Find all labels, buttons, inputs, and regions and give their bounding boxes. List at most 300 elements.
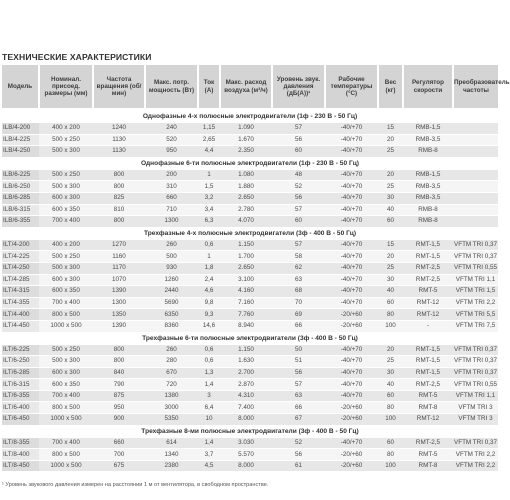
cell-power: 2380 (145, 460, 198, 472)
cell-frequency-converter (453, 134, 498, 146)
cell-speed-controller: RMB-3,5 (403, 181, 453, 193)
cell-airflow: 1.150 (220, 239, 272, 251)
section-heading-row (2, 110, 498, 123)
cell-size: 800 x 500 (39, 402, 93, 414)
cell-noise: 70 (272, 297, 325, 309)
cell-weight: 40 (378, 379, 403, 391)
cell-weight: 100 (378, 460, 403, 472)
cell-airflow: 8.000 (220, 460, 272, 472)
cell-frequency-converter: VFTM TRI 1,5 (453, 286, 498, 298)
cell-power: 240 (145, 123, 198, 135)
cell-speed: 1350 (93, 309, 145, 321)
cell-noise: 56 (272, 134, 325, 146)
cell-noise: 63 (272, 390, 325, 402)
cell-speed: 840 (93, 367, 145, 379)
table-row (2, 402, 498, 414)
col-current: Ток (А) (198, 65, 220, 110)
col-speed-controller: Регулятор скорости (403, 65, 453, 110)
cell-weight: 40 (378, 204, 403, 216)
table-row (2, 414, 498, 426)
cell-temperature: -20/+60 (325, 414, 378, 426)
cell-weight: 100 (378, 414, 403, 426)
cell-speed: 1070 (93, 274, 145, 286)
cell-airflow: 7.760 (220, 309, 272, 321)
cell-current: 1,3 (198, 367, 220, 379)
cell-airflow: 1.700 (220, 251, 272, 263)
cell-speed: 1270 (93, 239, 145, 251)
table-row (2, 204, 498, 216)
cell-airflow: 8.000 (220, 414, 272, 426)
table-row (2, 123, 498, 135)
cell-noise: 51 (272, 356, 325, 368)
cell-model: ILT/4-400 (2, 309, 39, 321)
cell-size: 800 x 500 (39, 449, 93, 461)
table-row (2, 309, 498, 321)
col-temperature: Рабочие температуры (°С) (325, 65, 378, 110)
cell-size: 600 x 300 (39, 192, 93, 204)
cell-noise: 67 (272, 414, 325, 426)
cell-noise: 66 (272, 402, 325, 414)
table-body (2, 110, 498, 472)
cell-model: ILT/6-400 (2, 402, 39, 414)
cell-speed: 875 (93, 390, 145, 402)
cell-airflow: 5.570 (220, 449, 272, 461)
cell-frequency-converter: VFTM TRI 0,55 (453, 262, 498, 274)
cell-frequency-converter: VFTM TRI 0,55 (453, 379, 498, 391)
cell-noise: 69 (272, 309, 325, 321)
cell-airflow: 1.630 (220, 356, 272, 368)
cell-speed: 800 (93, 344, 145, 356)
table-row (2, 251, 498, 263)
cell-frequency-converter: VFTM TRI 5,5 (453, 309, 498, 321)
cell-power: 720 (145, 379, 198, 391)
table-row (2, 344, 498, 356)
cell-weight: 60 (378, 437, 403, 449)
col-speed: Частота вращения (об/мин) (93, 65, 145, 110)
table-header (2, 65, 510, 110)
cell-speed: 1130 (93, 146, 145, 158)
table-row (2, 262, 498, 274)
cell-airflow: 1.090 (220, 123, 272, 135)
cell-speed-controller: RMT-2,5 (403, 379, 453, 391)
cell-speed: 1160 (93, 251, 145, 263)
cell-weight: 40 (378, 286, 403, 298)
cell-current: 1 (198, 251, 220, 263)
cell-model: ILT/4-450 (2, 320, 39, 332)
section-heading-row (2, 425, 498, 437)
cell-model: ILB/6-285 (2, 192, 39, 204)
cell-speed-controller: RMT-1,5 (403, 356, 453, 368)
cell-power: 280 (145, 356, 198, 368)
cell-current: 4,6 (198, 286, 220, 298)
cell-speed: 950 (93, 402, 145, 414)
section-heading: Трехфазные 4-х полюсные электродвигатели (3ф - 400 В - 50 Гц) (2, 227, 498, 239)
cell-frequency-converter (453, 181, 498, 193)
cell-model: ILB/4-225 (2, 134, 39, 146)
col-power: Макс. потр. мощность (Вт) (145, 65, 198, 110)
cell-weight: 80 (378, 402, 403, 414)
table-row (2, 169, 498, 181)
cell-noise: 48 (272, 169, 325, 181)
cell-power: 930 (145, 262, 198, 274)
cell-speed-controller: RMB-8 (403, 216, 453, 228)
table-row (2, 181, 498, 193)
cell-noise: 60 (272, 216, 325, 228)
cell-speed: 1170 (93, 262, 145, 274)
cell-size: 500 x 250 (39, 251, 93, 263)
cell-speed: 800 (93, 169, 145, 181)
cell-noise: 57 (272, 379, 325, 391)
table-row (2, 216, 498, 228)
cell-weight: 25 (378, 146, 403, 158)
cell-noise: 60 (272, 146, 325, 158)
cell-noise: 68 (272, 286, 325, 298)
cell-current: 9,8 (198, 297, 220, 309)
cell-speed-controller: RMT-2,5 (403, 437, 453, 449)
cell-speed: 825 (93, 192, 145, 204)
cell-model: ILT/6-285 (2, 367, 39, 379)
cell-temperature: -40/+70 (325, 204, 378, 216)
cell-power: 614 (145, 437, 198, 449)
table-row (2, 437, 498, 449)
cell-airflow: 1.080 (220, 169, 272, 181)
cell-speed-controller: RMT-12 (403, 414, 453, 426)
table-row (2, 390, 498, 402)
cell-model: ILT/4-355 (2, 297, 39, 309)
cell-temperature: -40/+70 (325, 134, 378, 146)
cell-frequency-converter (453, 146, 498, 158)
cell-temperature: -40/+70 (325, 123, 378, 135)
cell-frequency-converter: VFTM TRI 0,37 (453, 437, 498, 449)
cell-current: 6,4 (198, 402, 220, 414)
cell-current: 14,6 (198, 320, 220, 332)
cell-speed-controller: RMB-3,5 (403, 192, 453, 204)
col-airflow: Макс. расход воздуха (м³/ч) (220, 65, 272, 110)
cell-noise: 56 (272, 449, 325, 461)
cell-frequency-converter: VFTM TRI 2,2 (453, 460, 498, 472)
cell-size: 1000 x 500 (39, 320, 93, 332)
cell-frequency-converter: VFTM TRI 7,5 (453, 320, 498, 332)
cell-speed-controller: RMB-8 (403, 204, 453, 216)
cell-size: 600 x 350 (39, 286, 93, 298)
cell-speed-controller: RMT-5 (403, 286, 453, 298)
cell-model: ILT/8-450 (2, 460, 39, 472)
cell-airflow: 3.030 (220, 437, 272, 449)
cell-model: ILT/8-355 (2, 437, 39, 449)
table-row (2, 379, 498, 391)
cell-weight: 20 (378, 251, 403, 263)
cell-model: ILT/4-250 (2, 262, 39, 274)
cell-power: 1260 (145, 274, 198, 286)
cell-current: 10 (198, 414, 220, 426)
cell-power: 260 (145, 239, 198, 251)
cell-temperature: -20/+60 (325, 449, 378, 461)
cell-speed-controller: RMT-1,5 (403, 239, 453, 251)
cell-power: 200 (145, 169, 198, 181)
cell-speed-controller: RMT-1,5 (403, 251, 453, 263)
cell-speed-controller: RMT-2,5 (403, 274, 453, 286)
cell-model: ILB/4-250 (2, 146, 39, 158)
cell-airflow: 4.310 (220, 390, 272, 402)
cell-size: 700 x 400 (39, 437, 93, 449)
cell-power: 5350 (145, 414, 198, 426)
cell-temperature: -40/+70 (325, 216, 378, 228)
cell-model: ILT/6-315 (2, 379, 39, 391)
section-heading: Однофазные 6-ти полюсные электродвигатели (1ф - 230 В - 50 Гц) (2, 157, 498, 169)
cell-current: 0,6 (198, 344, 220, 356)
cell-size: 700 x 400 (39, 216, 93, 228)
section-heading-row (2, 332, 498, 344)
cell-speed: 675 (93, 460, 145, 472)
cell-size: 600 x 350 (39, 204, 93, 216)
cell-temperature: -40/+70 (325, 356, 378, 368)
cell-size: 500 x 250 (39, 169, 93, 181)
cell-airflow: 7.160 (220, 297, 272, 309)
cell-size: 500 x 250 (39, 134, 93, 146)
cell-weight: 60 (378, 297, 403, 309)
table-row (2, 192, 498, 204)
cell-temperature: -20/+60 (325, 309, 378, 321)
cell-frequency-converter (453, 204, 498, 216)
cell-model: ILT/6-355 (2, 390, 39, 402)
cell-model: ILB/6-225 (2, 169, 39, 181)
cell-model: ILT/4-200 (2, 239, 39, 251)
cell-current: 1,8 (198, 262, 220, 274)
cell-noise: 62 (272, 262, 325, 274)
table-row (2, 274, 498, 286)
cell-airflow: 2.870 (220, 379, 272, 391)
cell-speed-controller: - (403, 320, 453, 332)
cell-model: ILT/4-225 (2, 251, 39, 263)
cell-power: 520 (145, 134, 198, 146)
cell-size: 500 x 300 (39, 146, 93, 158)
cell-noise: 57 (272, 123, 325, 135)
cell-power: 8360 (145, 320, 198, 332)
cell-model: ILT/8-400 (2, 449, 39, 461)
cell-temperature: -20/+60 (325, 320, 378, 332)
cell-airflow: 7.400 (220, 402, 272, 414)
cell-frequency-converter (453, 192, 498, 204)
cell-size: 500 x 300 (39, 262, 93, 274)
cell-current: 4,5 (198, 460, 220, 472)
cell-speed: 800 (93, 181, 145, 193)
cell-model: ILB/6-250 (2, 181, 39, 193)
cell-noise: 57 (272, 204, 325, 216)
cell-airflow: 1.150 (220, 344, 272, 356)
page-title: ТЕХНИЧЕСКИЕ ХАРАКТЕРИСТИКИ (2, 52, 152, 62)
table-row (2, 356, 498, 368)
cell-speed-controller: RMB-8 (403, 146, 453, 158)
specs-table (2, 65, 510, 472)
cell-size: 600 x 300 (39, 367, 93, 379)
cell-weight: 25 (378, 181, 403, 193)
cell-power: 6350 (145, 309, 198, 321)
cell-size: 600 x 300 (39, 274, 93, 286)
cell-current: 1,15 (198, 123, 220, 135)
col-frequency-converter: Преобразователь частоты (453, 65, 498, 110)
cell-speed-controller: RMT-1,5 (403, 344, 453, 356)
cell-noise: 52 (272, 437, 325, 449)
cell-size: 500 x 300 (39, 356, 93, 368)
cell-airflow: 4.160 (220, 286, 272, 298)
cell-speed: 810 (93, 204, 145, 216)
cell-power: 260 (145, 344, 198, 356)
cell-airflow: 1.880 (220, 181, 272, 193)
cell-power: 710 (145, 204, 198, 216)
cell-model: ILB/4-200 (2, 123, 39, 135)
cell-size: 700 x 400 (39, 297, 93, 309)
cell-model: ILT/6-225 (2, 344, 39, 356)
cell-temperature: -40/+70 (325, 192, 378, 204)
cell-current: 3,7 (198, 449, 220, 461)
cell-current: 6,3 (198, 216, 220, 228)
cell-temperature: -20/+60 (325, 460, 378, 472)
cell-weight: 80 (378, 449, 403, 461)
cell-speed: 800 (93, 216, 145, 228)
cell-current: 3 (198, 390, 220, 402)
cell-frequency-converter: VFTM TRI 2,2 (453, 449, 498, 461)
cell-size: 700 x 400 (39, 390, 93, 402)
cell-power: 1300 (145, 216, 198, 228)
cell-size: 1000 x 500 (39, 460, 93, 472)
cell-noise: 63 (272, 274, 325, 286)
table-row (2, 134, 498, 146)
cell-model: ILT/6-450 (2, 414, 39, 426)
section-heading: Однофазные 4-х полюсные электродвигатели (1ф - 230 В - 50 Гц) (2, 110, 498, 123)
cell-noise: 57 (272, 239, 325, 251)
cell-airflow: 2.650 (220, 192, 272, 204)
col-weight: Вес (кг) (378, 65, 403, 110)
cell-speed-controller: RMT-12 (403, 309, 453, 321)
cell-current: 2,65 (198, 134, 220, 146)
cell-speed-controller: RMT-12 (403, 297, 453, 309)
cell-weight: 25 (378, 356, 403, 368)
cell-frequency-converter: VFTM TRI 0,37 (453, 356, 498, 368)
cell-temperature: -40/+70 (325, 379, 378, 391)
cell-weight: 60 (378, 216, 403, 228)
cell-model: ILT/4-315 (2, 286, 39, 298)
cell-speed-controller: RMB-3,5 (403, 134, 453, 146)
cell-weight: 30 (378, 192, 403, 204)
cell-size: 400 x 200 (39, 239, 93, 251)
section-heading: Трехфазные 6-ти полюсные электродвигатели (3ф - 400 В - 50 Гц) (2, 332, 498, 344)
cell-noise: 56 (272, 192, 325, 204)
cell-airflow: 2.650 (220, 262, 272, 274)
cell-model: ILT/6-250 (2, 356, 39, 368)
cell-power: 670 (145, 367, 198, 379)
col-noise: Уровень звук. давления (дБ(А))¹ (272, 65, 325, 110)
cell-temperature: -40/+70 (325, 181, 378, 193)
cell-weight: 30 (378, 274, 403, 286)
cell-airflow: 3.100 (220, 274, 272, 286)
cell-power: 310 (145, 181, 198, 193)
cell-frequency-converter (453, 216, 498, 228)
col-size: Номинал. присоед. размеры (мм) (39, 65, 93, 110)
cell-weight: 20 (378, 169, 403, 181)
cell-speed: 1240 (93, 123, 145, 135)
cell-weight: 20 (378, 344, 403, 356)
cell-weight: 30 (378, 367, 403, 379)
cell-power: 500 (145, 251, 198, 263)
cell-temperature: -40/+70 (325, 297, 378, 309)
cell-temperature: -40/+70 (325, 390, 378, 402)
cell-weight: 25 (378, 262, 403, 274)
cell-size: 800 x 500 (39, 309, 93, 321)
cell-model: ILB/6-315 (2, 204, 39, 216)
cell-temperature: -40/+70 (325, 344, 378, 356)
cell-airflow: 2.780 (220, 204, 272, 216)
cell-size: 400 x 200 (39, 123, 93, 135)
cell-frequency-converter: VFTM TRI 3 (453, 402, 498, 414)
cell-speed-controller: RMT-2,5 (403, 262, 453, 274)
cell-temperature: -40/+70 (325, 251, 378, 263)
cell-current: 0,6 (198, 239, 220, 251)
cell-weight: 80 (378, 309, 403, 321)
cell-airflow: 1.670 (220, 134, 272, 146)
cell-current: 0,6 (198, 356, 220, 368)
cell-speed: 1130 (93, 134, 145, 146)
cell-power: 950 (145, 146, 198, 158)
cell-frequency-converter: VFTM TRI 2,2 (453, 297, 498, 309)
cell-temperature: -40/+70 (325, 169, 378, 181)
cell-speed-controller: RMT-1,5 (403, 367, 453, 379)
cell-frequency-converter: VFTM TRI 3 (453, 414, 498, 426)
footnote: ¹ Уровень звукового давления измерен на расстоянии 1 м от вентилятора, в свободном пространстве. (2, 482, 269, 488)
cell-size: 600 x 350 (39, 379, 93, 391)
cell-speed-controller: RMT-8 (403, 402, 453, 414)
cell-noise: 66 (272, 320, 325, 332)
cell-power: 1380 (145, 390, 198, 402)
cell-speed: 800 (93, 356, 145, 368)
cell-temperature: -40/+70 (325, 239, 378, 251)
cell-frequency-converter: VFTM TRI 0,37 (453, 251, 498, 263)
cell-weight: 15 (378, 239, 403, 251)
cell-speed-controller: RMT-8 (403, 460, 453, 472)
table-row (2, 449, 498, 461)
cell-frequency-converter (453, 123, 498, 135)
cell-frequency-converter: VFTM TRI 0,37 (453, 367, 498, 379)
cell-noise: 61 (272, 460, 325, 472)
cell-frequency-converter: VFTM TRI 0,37 (453, 239, 498, 251)
cell-frequency-converter: VFTM TRI 1,1 (453, 274, 498, 286)
cell-weight: 20 (378, 134, 403, 146)
cell-frequency-converter: VFTM TRI 1,1 (453, 390, 498, 402)
col-model: Модель (2, 65, 39, 110)
cell-current: 3,4 (198, 204, 220, 216)
table-row (2, 239, 498, 251)
cell-current: 3,2 (198, 192, 220, 204)
cell-speed-controller: RMB-1,5 (403, 123, 453, 135)
cell-temperature: -20/+60 (325, 402, 378, 414)
table-row (2, 297, 498, 309)
cell-power: 1340 (145, 449, 198, 461)
cell-speed-controller: RMB-1,5 (403, 169, 453, 181)
cell-noise: 52 (272, 181, 325, 193)
cell-power: 3000 (145, 402, 198, 414)
section-heading-row (2, 157, 498, 169)
cell-size: 500 x 300 (39, 181, 93, 193)
cell-weight: 100 (378, 320, 403, 332)
cell-current: 2,4 (198, 274, 220, 286)
cell-airflow: 2.700 (220, 367, 272, 379)
cell-current: 1,4 (198, 379, 220, 391)
cell-current: 1,5 (198, 181, 220, 193)
section-heading: Трехфазные 8-ми полюсные электродвигатели (3ф - 400 В - 50 Гц) (2, 425, 498, 437)
table-row (2, 460, 498, 472)
cell-size: 500 x 250 (39, 344, 93, 356)
cell-power: 2440 (145, 286, 198, 298)
cell-speed: 700 (93, 449, 145, 461)
